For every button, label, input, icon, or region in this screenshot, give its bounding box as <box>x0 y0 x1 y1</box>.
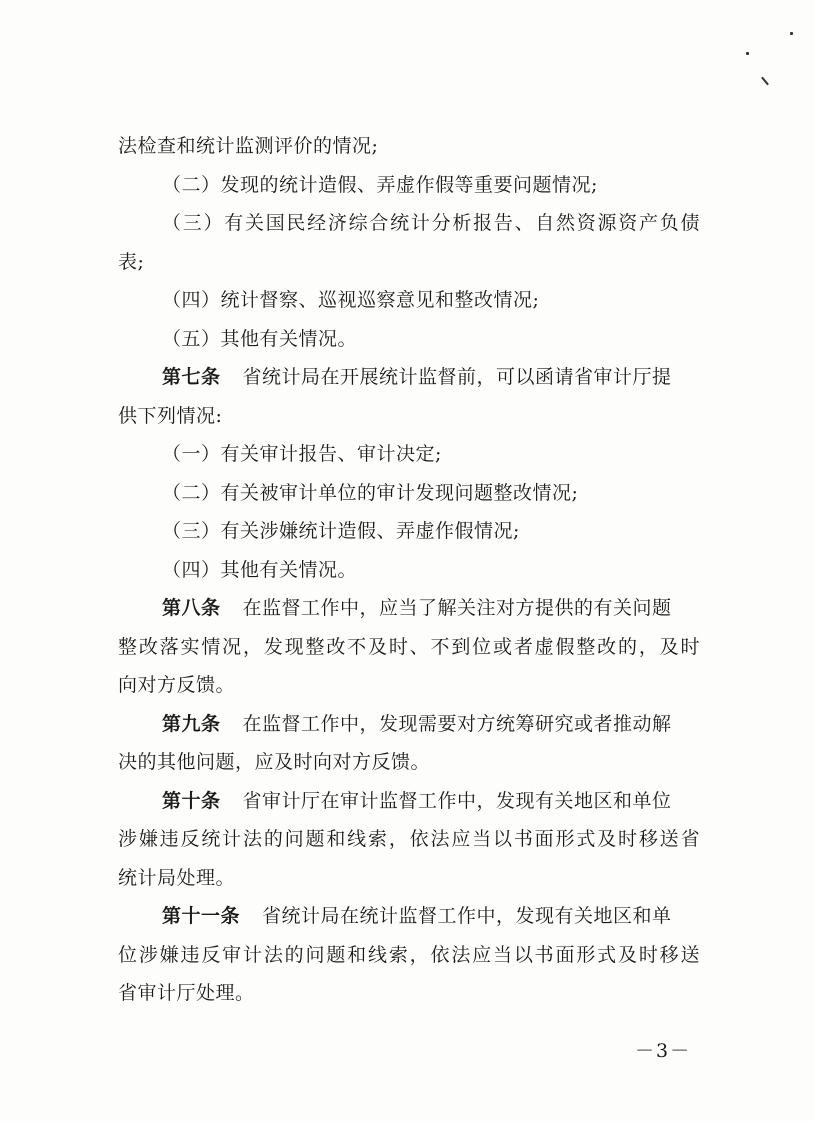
text-line <box>118 166 700 205</box>
line-text: 向对方反馈。 <box>118 674 236 696</box>
line-text: （四）统计督察、巡视巡察意见和整改情况; <box>162 289 540 311</box>
text-line <box>118 474 700 513</box>
line-text: 表; <box>118 250 145 273</box>
scan-speck <box>761 77 769 86</box>
text-line <box>118 628 700 667</box>
text-line <box>118 936 700 975</box>
article-line <box>118 358 700 397</box>
text-line <box>118 512 700 551</box>
document-body <box>118 127 700 1013</box>
text-line <box>118 551 700 590</box>
scan-speck <box>746 52 749 55</box>
article-heading: 第十条 <box>162 789 221 812</box>
text-line <box>118 820 700 859</box>
line-text: 供下列情况: <box>118 404 223 427</box>
page-number: －3－ <box>635 1040 692 1062</box>
article-line <box>118 705 700 744</box>
text-line <box>118 743 700 782</box>
article-line <box>118 782 700 821</box>
line-text: 省统计局在开展统计监督前，可以函请省审计厅提 <box>242 366 672 388</box>
line-text: 法检查和统计监测评价的情况; <box>118 135 379 157</box>
line-text: 省审计厅在审计监督工作中，发现有关地区和单位 <box>242 789 672 812</box>
line-text: 决的其他问题，应及时向对方反馈。 <box>118 751 431 773</box>
line-text: 省统计局在统计监督工作中，发现有关地区和单 <box>262 905 672 927</box>
line-text: （四）其他有关情况。 <box>162 558 358 581</box>
line-text: 位涉嫌违反审计法的问题和线索，依法应当以书面形式及时移送 <box>118 943 700 966</box>
line-text: （二）有关被审计单位的审计发现问题整改情况; <box>162 481 579 504</box>
line-text: 省审计厅处理。 <box>118 982 255 1004</box>
scan-speck <box>790 32 793 35</box>
text-line <box>118 859 700 898</box>
article-heading: 第七条 <box>162 366 221 388</box>
line-text: 整改落实情况，发现整改不及时、不到位或者虚假整改的，及时 <box>118 635 700 658</box>
article-line <box>118 589 700 628</box>
text-line <box>118 127 700 166</box>
article-heading: 第九条 <box>162 712 221 735</box>
article-heading: 第十一条 <box>162 905 241 927</box>
line-text: （二）发现的统计造假、弄虚作假等重要问题情况; <box>162 173 598 196</box>
article-heading: 第八条 <box>162 597 221 619</box>
text-line <box>118 666 700 705</box>
text-line <box>118 243 700 282</box>
line-text: （三）有关国民经济综合统计分析报告、自然资源资产负债 <box>162 212 700 234</box>
line-text: （三）有关涉嫌统计造假、弄虚作假情况; <box>162 520 520 542</box>
text-line <box>118 435 700 474</box>
text-line <box>118 281 700 320</box>
line-text: （一）有关审计报告、审计决定; <box>162 443 442 465</box>
text-line <box>118 204 700 243</box>
article-line <box>118 897 700 936</box>
text-line <box>118 397 700 436</box>
line-text: 在监督工作中，应当了解关注对方提供的有关问题 <box>242 597 672 619</box>
line-text: 统计局处理。 <box>118 866 236 889</box>
line-text: 在监督工作中，发现需要对方统筹研究或者推动解 <box>242 712 672 735</box>
text-line <box>118 974 700 1013</box>
line-text: （五）其他有关情况。 <box>162 327 358 350</box>
line-text: 涉嫌违反统计法的问题和线索，依法应当以书面形式及时移送省 <box>118 828 700 850</box>
text-line <box>118 320 700 359</box>
